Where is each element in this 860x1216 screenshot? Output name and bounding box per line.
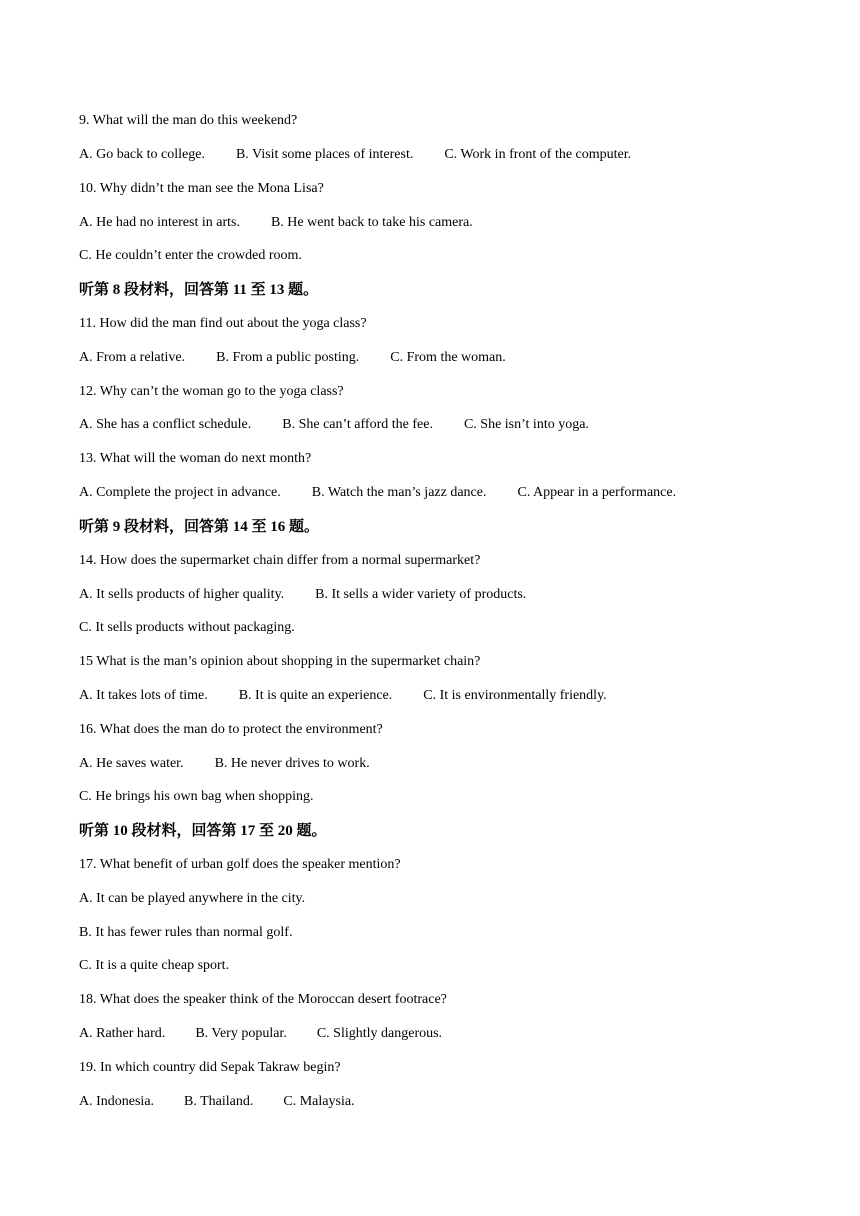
option-b: B. It sells a wider variety of products. <box>315 587 527 602</box>
question-11: 11. How did the man find out about the yoga class? <box>79 316 367 331</box>
question-10-options-ab <box>79 212 473 234</box>
option-b: B. Very popular. <box>195 1026 287 1041</box>
question-15: 15 What is the man’s opinion about shopping in the supermarket chain? <box>79 654 481 669</box>
option-c: C. Appear in a performance. <box>517 485 677 500</box>
question-13: 13. What will the woman do next month? <box>79 451 312 466</box>
option-a: A. It sells products of higher quality. <box>79 587 285 602</box>
option-a: A. It can be played anywhere in the city. <box>79 891 306 906</box>
option-a: A. It takes lots of time. <box>79 688 208 703</box>
question-18: 18. What does the speaker think of the Moroccan desert footrace? <box>79 992 447 1007</box>
question-9: 9. What will the man do this weekend? <box>79 113 298 128</box>
option-b: B. Watch the man’s jazz dance. <box>311 485 487 500</box>
option-c: C. He brings his own bag when shopping. <box>79 789 314 804</box>
option-b: B. Visit some places of interest. <box>235 147 414 162</box>
question-18-options <box>79 1023 442 1045</box>
option-a: A. Rather hard. <box>79 1026 166 1041</box>
question-12: 12. Why can’t the woman go to the yoga class? <box>79 384 344 399</box>
option-b: B. Thailand. <box>184 1094 254 1109</box>
option-a: A. She has a conflict schedule. <box>79 417 252 432</box>
option-c: C. It sells products without packaging. <box>79 620 295 635</box>
option-b: B. He went back to take his camera. <box>270 215 473 230</box>
option-b: B. He never drives to work. <box>214 756 370 771</box>
option-c: C. Slightly dangerous. <box>316 1026 443 1041</box>
question-13-options <box>79 482 676 504</box>
option-c: C. It is a quite cheap sport. <box>79 958 230 973</box>
option-b: B. She can’t afford the fee. <box>282 417 433 432</box>
question-16-options-ab <box>79 753 370 775</box>
option-a: A. Go back to college. <box>79 147 205 162</box>
option-c: C. Malaysia. <box>283 1094 355 1109</box>
section-heading-9: 听第 9 段材料，回答第 14 至 16 题。 <box>79 519 320 535</box>
question-14-options-ab <box>79 584 526 606</box>
section-heading-8: 听第 8 段材料，回答第 11 至 13 题。 <box>79 282 319 298</box>
option-c: C. Work in front of the computer. <box>444 147 632 162</box>
option-a: A. He saves water. <box>79 756 184 771</box>
question-11-options <box>79 347 506 369</box>
section-heading-10: 听第 10 段材料，回答第 17 至 20 题。 <box>79 823 327 839</box>
question-10: 10. Why didn’t the man see the Mona Lisa? <box>79 181 324 196</box>
question-15-options <box>79 685 607 707</box>
question-19-options <box>79 1091 355 1113</box>
option-a: A. From a relative. <box>79 350 186 365</box>
option-c: C. From the woman. <box>390 350 506 365</box>
option-b: B. It is quite an experience. <box>238 688 393 703</box>
option-c: C. She isn’t into yoga. <box>463 417 589 432</box>
option-a: A. He had no interest in arts. <box>79 215 240 230</box>
option-c: C. It is environmentally friendly. <box>423 688 607 703</box>
question-9-options <box>79 144 631 166</box>
question-17: 17. What benefit of urban golf does the speaker mention? <box>79 857 401 872</box>
question-16: 16. What does the man do to protect the environment? <box>79 722 383 737</box>
option-c: C. He couldn’t enter the crowded room. <box>79 248 302 263</box>
option-a: A. Indonesia. <box>79 1094 155 1109</box>
option-b: B. It has fewer rules than normal golf. <box>79 925 293 940</box>
question-12-options <box>79 414 589 436</box>
option-a: A. Complete the project in advance. <box>79 485 281 500</box>
option-b: B. From a public posting. <box>216 350 360 365</box>
question-19: 19. In which country did Sepak Takraw begin? <box>79 1060 341 1075</box>
question-14: 14. How does the supermarket chain differ from a normal supermarket? <box>79 553 481 568</box>
